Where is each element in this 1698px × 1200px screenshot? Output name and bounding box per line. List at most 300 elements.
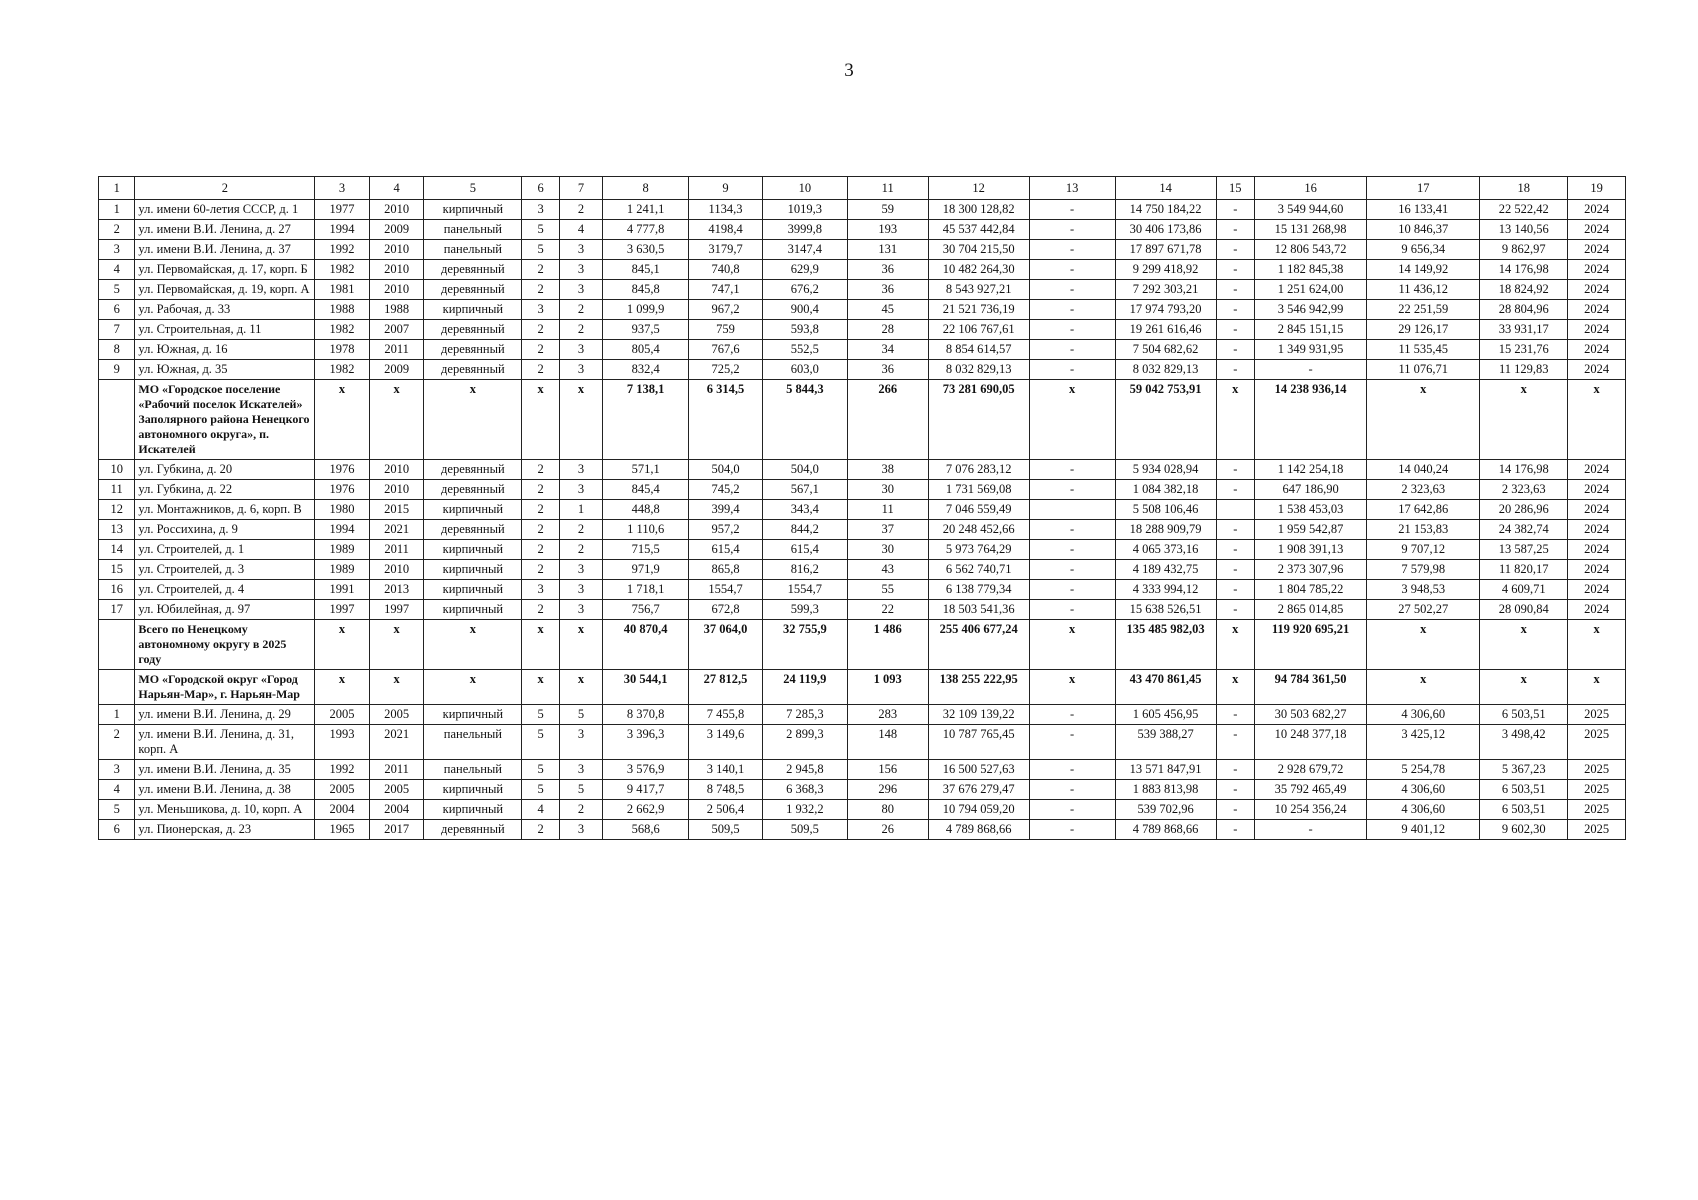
budget-cost-cell: 1 605 456,95 — [1115, 705, 1216, 725]
entrances-cell: 3 — [559, 460, 602, 480]
residents-cell: 22 — [847, 600, 928, 620]
address-cell: ул. Меньшикова, д. 10, корп. А — [135, 800, 315, 820]
residential-area-cell: 615,4 — [762, 540, 847, 560]
owners-cost-cell: 2 845 151,15 — [1254, 320, 1366, 340]
table-row — [99, 340, 1626, 360]
other-cost-cell: - — [1216, 800, 1254, 820]
total-area-cell: 568,6 — [603, 820, 689, 840]
built-year-cell: 1988 — [315, 300, 370, 320]
wall-material-cell: кирпичный — [424, 780, 522, 800]
floors-cell: 2 — [522, 340, 559, 360]
address-cell: ул. Строителей, д. 1 — [135, 540, 315, 560]
owners-cost-cell: 1 349 931,95 — [1254, 340, 1366, 360]
max-cost-per-sqm-cell: 9 602,30 — [1480, 820, 1568, 840]
wall-material-cell: х — [424, 380, 522, 460]
living-area-cell: 509,5 — [689, 820, 763, 840]
built-year-cell: х — [315, 670, 370, 705]
other-cost-cell: - — [1216, 560, 1254, 580]
row-number-cell: 1 — [99, 705, 135, 725]
address-cell: ул. Строителей, д. 3 — [135, 560, 315, 580]
other-cost-cell: - — [1216, 580, 1254, 600]
survey-year-cell: 2011 — [369, 340, 424, 360]
max-cost-per-sqm-cell: 4 609,71 — [1480, 580, 1568, 600]
planned-year-cell: х — [1568, 380, 1626, 460]
residents-cell: 266 — [847, 380, 928, 460]
fund-cost-cell: - — [1029, 300, 1115, 320]
other-cost-cell: - — [1216, 300, 1254, 320]
survey-year-cell: 1988 — [369, 300, 424, 320]
total-cost-cell: 20 248 452,66 — [928, 520, 1029, 540]
floors-cell: 2 — [522, 560, 559, 580]
living-area-cell: 865,8 — [689, 560, 763, 580]
entrances-cell: 3 — [559, 580, 602, 600]
row-number-cell: 5 — [99, 280, 135, 300]
column-number-header: 9 — [689, 177, 763, 200]
survey-year-cell: 2017 — [369, 820, 424, 840]
max-cost-per-sqm-cell: х — [1480, 670, 1568, 705]
residents-cell: 30 — [847, 540, 928, 560]
cost-per-sqm-cell: х — [1367, 380, 1480, 460]
wall-material-cell: кирпичный — [424, 540, 522, 560]
cost-per-sqm-cell: 14 040,24 — [1367, 460, 1480, 480]
entrances-cell: 3 — [559, 600, 602, 620]
owners-cost-cell: - — [1254, 360, 1366, 380]
row-number-cell — [99, 670, 135, 705]
owners-cost-cell: 119 920 695,21 — [1254, 620, 1366, 670]
max-cost-per-sqm-cell: 5 367,23 — [1480, 760, 1568, 780]
entrances-cell: 3 — [559, 260, 602, 280]
cost-per-sqm-cell: 5 254,78 — [1367, 760, 1480, 780]
row-number-cell: 15 — [99, 560, 135, 580]
budget-cost-cell: 14 750 184,22 — [1115, 200, 1216, 220]
residents-cell: 59 — [847, 200, 928, 220]
address-cell: ул. Губкина, д. 22 — [135, 480, 315, 500]
wall-material-cell: х — [424, 670, 522, 705]
budget-cost-cell: 539 388,27 — [1115, 725, 1216, 760]
table-row — [99, 460, 1626, 480]
built-year-cell: 1992 — [315, 240, 370, 260]
max-cost-per-sqm-cell: 11 129,83 — [1480, 360, 1568, 380]
total-cost-cell: 16 500 527,63 — [928, 760, 1029, 780]
survey-year-cell: 2010 — [369, 260, 424, 280]
floors-cell: 3 — [522, 200, 559, 220]
row-number-cell: 17 — [99, 600, 135, 620]
other-cost-cell: х — [1216, 620, 1254, 670]
total-area-cell: 937,5 — [603, 320, 689, 340]
built-year-cell: 1976 — [315, 480, 370, 500]
column-number-header: 3 — [315, 177, 370, 200]
residents-cell: 296 — [847, 780, 928, 800]
wall-material-cell: кирпичный — [424, 800, 522, 820]
planned-year-cell: 2024 — [1568, 580, 1626, 600]
row-number-cell: 8 — [99, 340, 135, 360]
wall-material-cell: кирпичный — [424, 560, 522, 580]
entrances-cell: 2 — [559, 540, 602, 560]
floors-cell: 2 — [522, 520, 559, 540]
budget-cost-cell: 135 485 982,03 — [1115, 620, 1216, 670]
floors-cell: 2 — [522, 540, 559, 560]
built-year-cell: х — [315, 380, 370, 460]
row-number-cell: 6 — [99, 300, 135, 320]
residential-area-cell: 900,4 — [762, 300, 847, 320]
residential-area-cell: 629,9 — [762, 260, 847, 280]
fund-cost-cell: - — [1029, 240, 1115, 260]
residential-area-cell: 1 932,2 — [762, 800, 847, 820]
entrances-cell: 3 — [559, 560, 602, 580]
column-number-header: 12 — [928, 177, 1029, 200]
other-cost-cell: - — [1216, 460, 1254, 480]
row-number-cell: 14 — [99, 540, 135, 560]
column-number-header: 5 — [424, 177, 522, 200]
entrances-cell: 3 — [559, 760, 602, 780]
owners-cost-cell: 1 959 542,87 — [1254, 520, 1366, 540]
total-cost-cell: 7 076 283,12 — [928, 460, 1029, 480]
floors-cell: х — [522, 380, 559, 460]
table-row — [99, 520, 1626, 540]
other-cost-cell: - — [1216, 200, 1254, 220]
living-area-cell: 725,2 — [689, 360, 763, 380]
entrances-cell: х — [559, 380, 602, 460]
survey-year-cell: 2005 — [369, 780, 424, 800]
cost-per-sqm-cell: 11 076,71 — [1367, 360, 1480, 380]
survey-year-cell: х — [369, 380, 424, 460]
residential-area-cell: 343,4 — [762, 500, 847, 520]
planned-year-cell: 2024 — [1568, 340, 1626, 360]
total-area-cell: 448,8 — [603, 500, 689, 520]
wall-material-cell: панельный — [424, 760, 522, 780]
other-cost-cell: - — [1216, 260, 1254, 280]
planned-year-cell: 2024 — [1568, 220, 1626, 240]
max-cost-per-sqm-cell: 2 323,63 — [1480, 480, 1568, 500]
address-cell: ул. Строительная, д. 11 — [135, 320, 315, 340]
survey-year-cell: 2010 — [369, 480, 424, 500]
max-cost-per-sqm-cell: 13 587,25 — [1480, 540, 1568, 560]
residential-area-cell: 3147,4 — [762, 240, 847, 260]
planned-year-cell: 2024 — [1568, 320, 1626, 340]
wall-material-cell: кирпичный — [424, 500, 522, 520]
planned-year-cell: 2024 — [1568, 240, 1626, 260]
budget-cost-cell: 15 638 526,51 — [1115, 600, 1216, 620]
planned-year-cell: 2025 — [1568, 820, 1626, 840]
address-cell: ул. Южная, д. 35 — [135, 360, 315, 380]
total-cost-cell: 18 503 541,36 — [928, 600, 1029, 620]
total-area-cell: 845,1 — [603, 260, 689, 280]
max-cost-per-sqm-cell: 11 820,17 — [1480, 560, 1568, 580]
other-cost-cell: - — [1216, 600, 1254, 620]
survey-year-cell: 2011 — [369, 540, 424, 560]
wall-material-cell: кирпичный — [424, 705, 522, 725]
residential-area-cell: 32 755,9 — [762, 620, 847, 670]
total-cost-cell: 4 789 868,66 — [928, 820, 1029, 840]
fund-cost-cell: - — [1029, 725, 1115, 760]
total-cost-cell: 8 032 829,13 — [928, 360, 1029, 380]
max-cost-per-sqm-cell: 6 503,51 — [1480, 800, 1568, 820]
entrances-cell: 5 — [559, 780, 602, 800]
living-area-cell: 27 812,5 — [689, 670, 763, 705]
survey-year-cell: 2013 — [369, 580, 424, 600]
housing-register-table — [98, 176, 1626, 840]
floors-cell: 5 — [522, 725, 559, 760]
residential-area-cell: 599,3 — [762, 600, 847, 620]
planned-year-cell: 2024 — [1568, 260, 1626, 280]
floors-cell: 2 — [522, 460, 559, 480]
planned-year-cell: 2025 — [1568, 705, 1626, 725]
wall-material-cell: кирпичный — [424, 580, 522, 600]
built-year-cell: 2005 — [315, 705, 370, 725]
budget-cost-cell: 17 897 671,78 — [1115, 240, 1216, 260]
other-cost-cell: - — [1216, 520, 1254, 540]
total-area-cell: 3 576,9 — [603, 760, 689, 780]
living-area-cell: 3 140,1 — [689, 760, 763, 780]
living-area-cell: 6 314,5 — [689, 380, 763, 460]
address-cell: МО «Городской округ «Город Нарьян-Мар», г. Нарьян-Мар — [135, 670, 315, 705]
address-cell: ул. Губкина, д. 20 — [135, 460, 315, 480]
residential-area-cell: 676,2 — [762, 280, 847, 300]
built-year-cell: 1965 — [315, 820, 370, 840]
fund-cost-cell: - — [1029, 520, 1115, 540]
cost-per-sqm-cell: 16 133,41 — [1367, 200, 1480, 220]
planned-year-cell: 2024 — [1568, 480, 1626, 500]
other-cost-cell: - — [1216, 760, 1254, 780]
survey-year-cell: 2004 — [369, 800, 424, 820]
owners-cost-cell: 2 928 679,72 — [1254, 760, 1366, 780]
budget-cost-cell: 4 189 432,75 — [1115, 560, 1216, 580]
address-cell: ул. Первомайская, д. 19, корп. А — [135, 280, 315, 300]
address-cell: ул. Юбилейная, д. 97 — [135, 600, 315, 620]
entrances-cell: 3 — [559, 725, 602, 760]
fund-cost-cell: - — [1029, 200, 1115, 220]
planned-year-cell: 2024 — [1568, 200, 1626, 220]
planned-year-cell: 2024 — [1568, 460, 1626, 480]
owners-cost-cell: 2 373 307,96 — [1254, 560, 1366, 580]
residents-cell: 55 — [847, 580, 928, 600]
row-number-cell: 10 — [99, 460, 135, 480]
fund-cost-cell: - — [1029, 560, 1115, 580]
residents-cell: 34 — [847, 340, 928, 360]
built-year-cell: 1991 — [315, 580, 370, 600]
floors-cell: х — [522, 670, 559, 705]
fund-cost-cell: - — [1029, 705, 1115, 725]
living-area-cell: 747,1 — [689, 280, 763, 300]
owners-cost-cell: 10 254 356,24 — [1254, 800, 1366, 820]
cost-per-sqm-cell: 4 306,60 — [1367, 705, 1480, 725]
living-area-cell: 3 149,6 — [689, 725, 763, 760]
address-cell: ул. имени В.И. Ленина, д. 29 — [135, 705, 315, 725]
max-cost-per-sqm-cell: 20 286,96 — [1480, 500, 1568, 520]
planned-year-cell: 2025 — [1568, 760, 1626, 780]
floors-cell: 5 — [522, 220, 559, 240]
built-year-cell: 1997 — [315, 600, 370, 620]
table-row — [99, 480, 1626, 500]
wall-material-cell: деревянный — [424, 820, 522, 840]
built-year-cell: 1980 — [315, 500, 370, 520]
survey-year-cell: 2010 — [369, 280, 424, 300]
living-area-cell: 767,6 — [689, 340, 763, 360]
planned-year-cell: 2024 — [1568, 520, 1626, 540]
living-area-cell: 8 748,5 — [689, 780, 763, 800]
residential-area-cell: 567,1 — [762, 480, 847, 500]
total-cost-cell: 18 300 128,82 — [928, 200, 1029, 220]
survey-year-cell: 2007 — [369, 320, 424, 340]
residential-area-cell: 603,0 — [762, 360, 847, 380]
residential-area-cell: 24 119,9 — [762, 670, 847, 705]
cost-per-sqm-cell: 4 306,60 — [1367, 800, 1480, 820]
address-cell: ул. Пионерская, д. 23 — [135, 820, 315, 840]
budget-cost-cell: 4 789 868,66 — [1115, 820, 1216, 840]
residential-area-cell: 6 368,3 — [762, 780, 847, 800]
total-area-cell: 845,4 — [603, 480, 689, 500]
address-cell: Всего по Ненецкому автономному округу в 2025 году — [135, 620, 315, 670]
budget-cost-cell: 9 299 418,92 — [1115, 260, 1216, 280]
residential-area-cell: 509,5 — [762, 820, 847, 840]
entrances-cell: 5 — [559, 705, 602, 725]
living-area-cell: 3179,7 — [689, 240, 763, 260]
residents-cell: 36 — [847, 360, 928, 380]
total-cost-cell: 255 406 677,24 — [928, 620, 1029, 670]
max-cost-per-sqm-cell: 33 931,17 — [1480, 320, 1568, 340]
budget-cost-cell: 30 406 173,86 — [1115, 220, 1216, 240]
floors-cell: 3 — [522, 300, 559, 320]
total-cost-cell: 6 562 740,71 — [928, 560, 1029, 580]
other-cost-cell: - — [1216, 820, 1254, 840]
floors-cell: 4 — [522, 800, 559, 820]
floors-cell: 2 — [522, 500, 559, 520]
budget-cost-cell: 4 065 373,16 — [1115, 540, 1216, 560]
entrances-cell: 3 — [559, 480, 602, 500]
entrances-cell: 2 — [559, 800, 602, 820]
residents-cell: 156 — [847, 760, 928, 780]
owners-cost-cell: 35 792 465,49 — [1254, 780, 1366, 800]
owners-cost-cell: - — [1254, 820, 1366, 840]
built-year-cell: 1982 — [315, 320, 370, 340]
table-row — [99, 820, 1626, 840]
budget-cost-cell: 1 084 382,18 — [1115, 480, 1216, 500]
wall-material-cell: деревянный — [424, 320, 522, 340]
residents-cell: 283 — [847, 705, 928, 725]
survey-year-cell: 1997 — [369, 600, 424, 620]
entrances-cell: х — [559, 620, 602, 670]
living-area-cell: 399,4 — [689, 500, 763, 520]
residents-cell: 45 — [847, 300, 928, 320]
max-cost-per-sqm-cell: 14 176,98 — [1480, 460, 1568, 480]
planned-year-cell: 2025 — [1568, 725, 1626, 760]
cost-per-sqm-cell: 21 153,83 — [1367, 520, 1480, 540]
fund-cost-cell — [1029, 500, 1115, 520]
wall-material-cell: деревянный — [424, 480, 522, 500]
cost-per-sqm-cell: 9 401,12 — [1367, 820, 1480, 840]
built-year-cell: 1992 — [315, 760, 370, 780]
budget-cost-cell: 59 042 753,91 — [1115, 380, 1216, 460]
budget-cost-cell: 7 504 682,62 — [1115, 340, 1216, 360]
budget-cost-cell: 4 333 994,12 — [1115, 580, 1216, 600]
address-cell: ул. Монтажников, д. 6, корп. В — [135, 500, 315, 520]
entrances-cell: 1 — [559, 500, 602, 520]
cost-per-sqm-cell: 3 425,12 — [1367, 725, 1480, 760]
max-cost-per-sqm-cell: 9 862,97 — [1480, 240, 1568, 260]
residents-cell: 30 — [847, 480, 928, 500]
survey-year-cell: 2010 — [369, 200, 424, 220]
built-year-cell: 1982 — [315, 260, 370, 280]
wall-material-cell: деревянный — [424, 340, 522, 360]
budget-cost-cell: 5 508 106,46 — [1115, 500, 1216, 520]
residents-cell: 37 — [847, 520, 928, 540]
owners-cost-cell: 1 182 845,38 — [1254, 260, 1366, 280]
wall-material-cell: деревянный — [424, 520, 522, 540]
budget-cost-cell: 539 702,96 — [1115, 800, 1216, 820]
fund-cost-cell: - — [1029, 760, 1115, 780]
floors-cell: 2 — [522, 600, 559, 620]
residents-cell: 1 486 — [847, 620, 928, 670]
residential-area-cell: 5 844,3 — [762, 380, 847, 460]
row-number-cell: 5 — [99, 800, 135, 820]
total-cost-cell: 6 138 779,34 — [928, 580, 1029, 600]
residential-area-cell: 1019,3 — [762, 200, 847, 220]
other-cost-cell: - — [1216, 480, 1254, 500]
total-area-cell: 2 662,9 — [603, 800, 689, 820]
planned-year-cell: 2025 — [1568, 780, 1626, 800]
budget-cost-cell: 8 032 829,13 — [1115, 360, 1216, 380]
column-number-header: 10 — [762, 177, 847, 200]
subtotal-row — [99, 380, 1626, 460]
entrances-cell: 2 — [559, 200, 602, 220]
other-cost-cell: - — [1216, 725, 1254, 760]
total-area-cell: 1 099,9 — [603, 300, 689, 320]
address-cell: ул. Первомайская, д. 17, корп. Б — [135, 260, 315, 280]
total-cost-cell: 5 973 764,29 — [928, 540, 1029, 560]
residents-cell: 28 — [847, 320, 928, 340]
other-cost-cell: - — [1216, 320, 1254, 340]
survey-year-cell: 2021 — [369, 520, 424, 540]
living-area-cell: 1554,7 — [689, 580, 763, 600]
row-number-cell: 9 — [99, 360, 135, 380]
floors-cell: 2 — [522, 820, 559, 840]
address-cell: ул. имени 60-летия СССР, д. 1 — [135, 200, 315, 220]
floors-cell: 5 — [522, 780, 559, 800]
built-year-cell: 1994 — [315, 520, 370, 540]
row-number-cell: 3 — [99, 760, 135, 780]
residents-cell: 36 — [847, 260, 928, 280]
row-number-cell: 4 — [99, 260, 135, 280]
built-year-cell: 1994 — [315, 220, 370, 240]
fund-cost-cell: х — [1029, 670, 1115, 705]
total-cost-cell: 32 109 139,22 — [928, 705, 1029, 725]
max-cost-per-sqm-cell: 15 231,76 — [1480, 340, 1568, 360]
column-number-header: 8 — [603, 177, 689, 200]
living-area-cell: 740,8 — [689, 260, 763, 280]
floors-cell: 5 — [522, 705, 559, 725]
page-number: 3 — [844, 60, 854, 81]
living-area-cell: 615,4 — [689, 540, 763, 560]
total-area-cell: 30 544,1 — [603, 670, 689, 705]
table-row — [99, 560, 1626, 580]
other-cost-cell: - — [1216, 540, 1254, 560]
owners-cost-cell: 3 549 944,60 — [1254, 200, 1366, 220]
total-cost-cell: 10 482 264,30 — [928, 260, 1029, 280]
total-cost-cell: 8 854 614,57 — [928, 340, 1029, 360]
owners-cost-cell: 2 865 014,85 — [1254, 600, 1366, 620]
built-year-cell: 1982 — [315, 360, 370, 380]
cost-per-sqm-cell: 17 642,86 — [1367, 500, 1480, 520]
residential-area-cell: 552,5 — [762, 340, 847, 360]
built-year-cell: 2005 — [315, 780, 370, 800]
max-cost-per-sqm-cell: 14 176,98 — [1480, 260, 1568, 280]
residential-area-cell: 504,0 — [762, 460, 847, 480]
row-number-cell — [99, 380, 135, 460]
survey-year-cell: 2021 — [369, 725, 424, 760]
column-number-header: 4 — [369, 177, 424, 200]
row-number-cell: 4 — [99, 780, 135, 800]
other-cost-cell: - — [1216, 220, 1254, 240]
